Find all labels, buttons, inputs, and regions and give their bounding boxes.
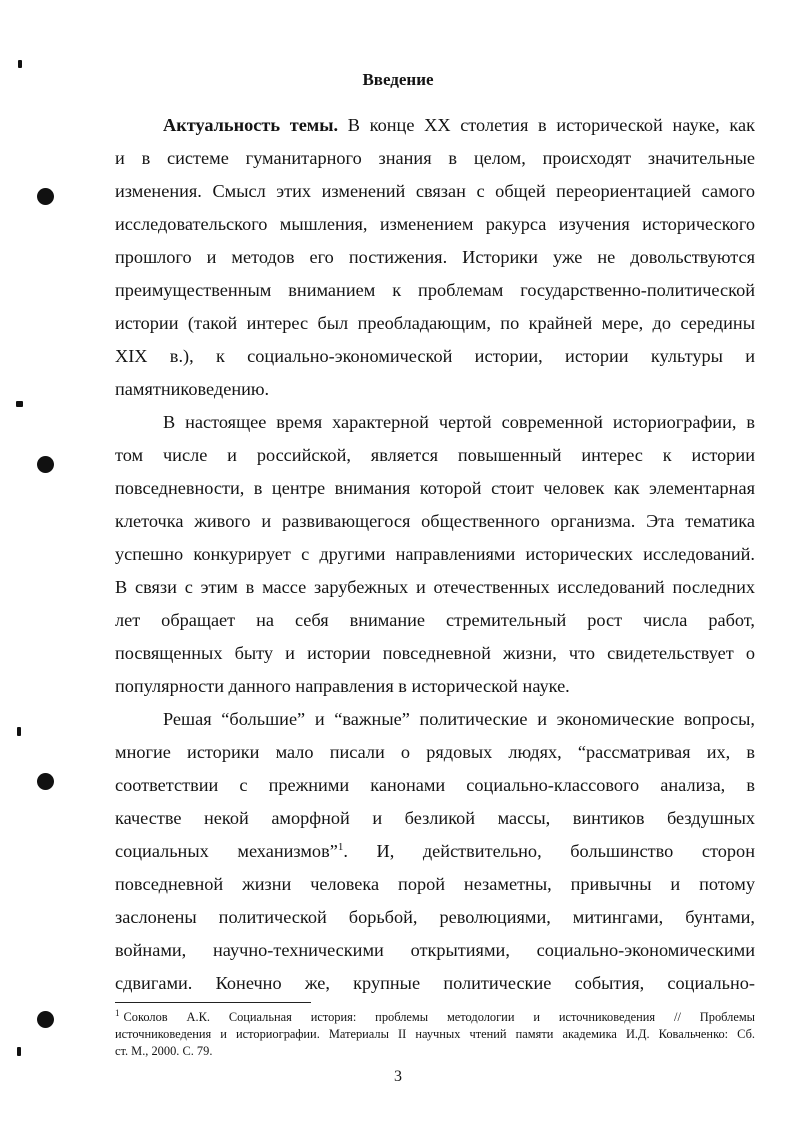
paragraph-1-line-7: истории (такой интерес был преобладающим, по крайней мере, до середины xyxy=(115,313,755,333)
paragraph-1-line-9: памятниковедению. xyxy=(115,379,270,399)
paragraph-3-line-1: Решая “большие” и “важные” политические и экономические вопросы, xyxy=(163,709,755,729)
footnote-line-1: $^1$ Соколов А.К. Социальная история: проблемы методологии и источниковедения // Проблемы xyxy=(115,1007,755,1024)
paragraph-3-line-4: качестве некой аморфной и безликой массы, винтиков бездушных xyxy=(115,808,755,828)
paragraph-2-line-3: повседневности, в центре внимания которой стоит человек как элементарная xyxy=(115,478,755,498)
scan-speck xyxy=(18,60,22,68)
paragraph-3-line-7: заслонены политической борьбой, революциями, митингами, бунтами, xyxy=(115,907,755,927)
scan-speck xyxy=(17,727,21,736)
paragraph-1-line-4: исследовательского мышления, изменением ракурса изучения исторического xyxy=(115,214,755,234)
page-heading: Введение xyxy=(362,70,434,89)
footnote-line-2: источниковедения и историографии. Материалы II научных чтений памяти академика И.Д. Ковальченко: Сб. xyxy=(115,1027,755,1041)
punch-hole xyxy=(37,456,54,473)
paragraph-3-line-9: сдвигами. Конечно же, крупные политические события, социально- xyxy=(115,973,755,993)
paragraph-3-line-5: социальных механизмов”$^1$. И, действительно, большинство сторон xyxy=(115,840,755,861)
paragraph-1-line-3: изменения. Смысл этих изменений связан с общей переориентацией самого xyxy=(115,181,755,201)
punch-hole xyxy=(37,1011,54,1028)
scan-speck xyxy=(17,1047,21,1056)
footnote-line-3: ст. М., 2000. С. 79. xyxy=(115,1044,213,1058)
paragraph-2-line-8: посвященных быту и истории повседневной жизни, что свидетельствует о xyxy=(115,643,755,663)
footnote-reference: 1 xyxy=(337,840,344,853)
paragraph-2-line-5: успешно конкурирует с другими направлениями исторических исследований. xyxy=(115,544,755,564)
page-number: 3 xyxy=(394,1068,402,1085)
paragraph-3-line-6: повседневной жизни человека порой незаметны, привычны и потому xyxy=(115,874,755,894)
punch-hole xyxy=(37,773,54,790)
paragraph-2-line-2: том числе и российской, является повышенный интерес к истории xyxy=(115,445,755,465)
paragraph-3-line-3: соответствии с прежними канонами социально-классового анализа, в xyxy=(115,775,755,795)
footnote-marker: 1 xyxy=(115,1007,120,1018)
paragraph-1-line-8: XIX в.), к социально-экономической истории, истории культуры и xyxy=(115,346,755,366)
footnote-divider xyxy=(115,1002,311,1003)
paragraph-1-line-2: и в системе гуманитарного знания в целом, происходят значительные xyxy=(115,148,755,168)
paragraph-3-line-8: войнами, научно-техническими открытиями, социально-экономическими xyxy=(115,940,755,960)
punch-hole xyxy=(37,188,54,205)
paragraph-3-line-2: многие историки мало писали о рядовых людях, “рассматривая их, в xyxy=(115,742,755,762)
paragraph-1-line-6: преимущественным вниманием к проблемам государственно-политической xyxy=(115,280,755,300)
paragraph-2-line-1: В настоящее время характерной чертой современной историографии, в xyxy=(163,412,755,432)
paragraph-1-line-1: Актуальность темы. В конце ХХ столетия в исторической науке, как xyxy=(163,115,755,135)
paragraph-1-line-5: прошлого и методов его постижения. Историки уже не довольствуются xyxy=(115,247,755,267)
scan-speck xyxy=(16,401,23,407)
paragraph-2-line-6: В связи с этим в массе зарубежных и отечественных исследований последних xyxy=(115,577,755,597)
paragraph-lead: Актуальность темы. xyxy=(163,115,339,135)
paragraph-2-line-4: клеточка живого и развивающегося общественного организма. Эта тематика xyxy=(115,511,755,531)
paragraph-2-line-9: популярности данного направления в исторической науке. xyxy=(115,676,570,696)
paragraph-2-line-7: лет обращает на себя внимание стремительный рост числа работ, xyxy=(115,610,755,630)
